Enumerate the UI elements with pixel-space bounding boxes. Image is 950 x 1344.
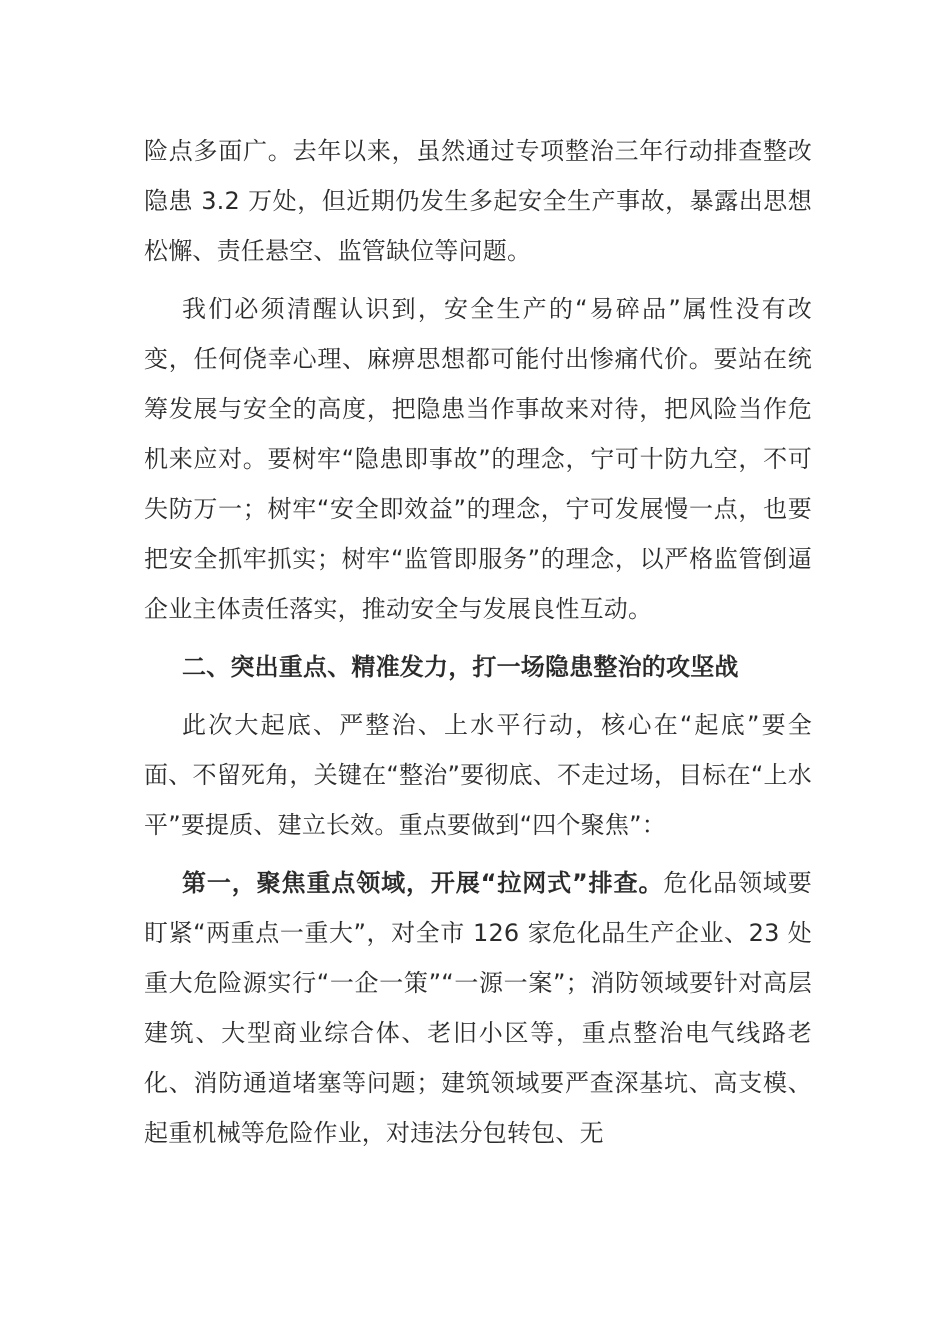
paragraph-action-core: 此次大起底、严整治、上水平行动，核心在“起底”要全面、不留死角，关键在“整治”要彻底、不走过场，目标在“上水平”要提质、建立长效。重点要做到“四个聚焦”：	[144, 711, 812, 839]
paragraph-lead-bold: 第一，聚焦重点领域，开展“拉网式”排查。	[182, 869, 664, 897]
document-body	[144, 126, 812, 1166]
paragraph-focus-first	[144, 858, 812, 1158]
paragraph-focus-first-body: 危化品领域要盯紧“两重点一重大”，对全市 126 家危化品生产企业、23 处重大危险源实行“一企一策”“一源一案”；消防领域要针对高层建筑、大型商业综合体、老旧小区等，重点整治电气线路老化、消防通道堵塞等问题；建筑领域要严查深基坑、高支模、起重机械等危险作业，对违法分包转包、无	[144, 869, 813, 1147]
paragraph-continuation: 险点多面广。去年以来，虽然通过专项整治三年行动排查整改隐患 3.2 万处，但近期仍发生多起安全生产事故，暴露出思想松懈、责任悬空、监管缺位等问题。	[144, 137, 812, 265]
paragraph-safety-awareness: 我们必须清醒认识到，安全生产的“易碎品”属性没有改变，任何侥幸心理、麻痹思想都可能付出惨痛代价。要站在统筹发展与安全的高度，把隐患当作事故来对待，把风险当作危机来应对。要树牢“隐患即事故”的理念，宁可十防九空，不可失防万一；树牢“安全即效益”的理念，宁可发展慢一点，也要把安全抓牢抓实；树牢“监管即服务”的理念，以严格监管倒逼企业主体责任落实，推动安全与发展良性互动。	[144, 295, 812, 623]
section-heading-2: 二、突出重点、精准发力，打一场隐患整治的攻坚战	[182, 653, 739, 681]
